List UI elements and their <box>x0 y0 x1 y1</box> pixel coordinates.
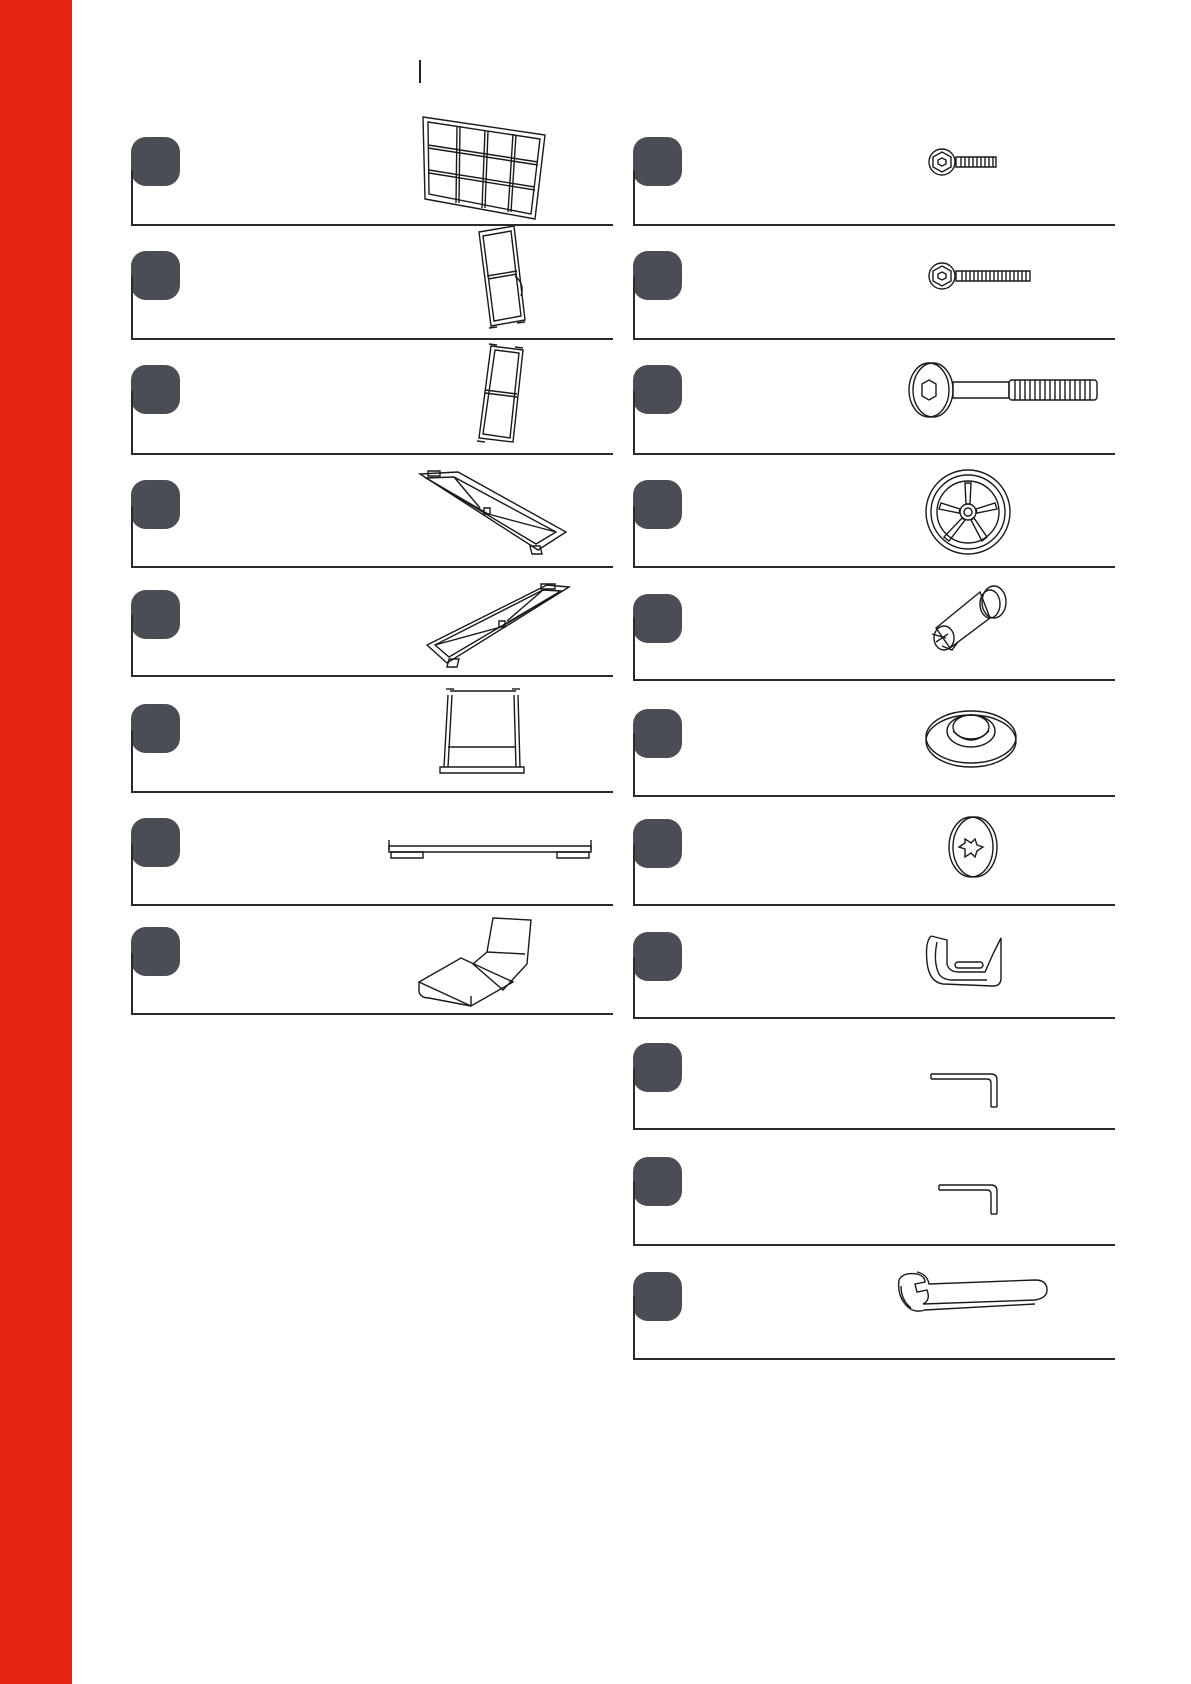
cam-disc-icon <box>945 813 1001 881</box>
part-row <box>131 455 613 568</box>
tall-frame-panel-icon <box>469 224 529 330</box>
part-row <box>633 1246 1115 1360</box>
part-number-badge <box>633 594 682 643</box>
wheel-icon <box>923 467 1013 557</box>
part-row <box>131 226 613 340</box>
row-bracket-line <box>131 391 133 455</box>
row-bracket-line <box>633 276 635 340</box>
row-bracket-line <box>633 617 635 681</box>
row-bracket-line <box>633 1068 635 1130</box>
row-bracket-line <box>131 276 133 340</box>
row-bracket-line <box>633 957 635 1019</box>
long-tray-icon <box>418 470 568 556</box>
wrench-icon <box>895 1270 1051 1324</box>
row-bracket-line <box>633 1296 635 1360</box>
part-row <box>131 677 613 793</box>
part-row <box>633 455 1115 568</box>
part-number-badge <box>633 1272 682 1321</box>
part-row <box>633 120 1115 226</box>
long-tray-mirrored-icon <box>421 583 571 669</box>
part-number-badge <box>131 927 180 976</box>
row-bracket-line <box>131 953 133 1015</box>
part-number-badge <box>131 590 180 639</box>
part-number-badge <box>131 365 180 414</box>
long-rail-icon <box>385 838 595 866</box>
header-divider-mark <box>419 60 421 83</box>
row-bracket-line <box>633 733 635 797</box>
part-row <box>131 793 613 906</box>
drawer-frame-icon <box>436 687 526 779</box>
part-row <box>131 120 613 226</box>
row-bracket-line <box>633 391 635 455</box>
medium-hex-bolt-icon <box>928 256 1034 296</box>
row-bracket-line <box>633 844 635 906</box>
row-bracket-line <box>131 170 133 226</box>
part-row <box>633 797 1115 906</box>
part-number-badge <box>633 709 682 758</box>
row-bracket-line <box>633 1182 635 1246</box>
row-divider <box>131 1013 613 1015</box>
part-row <box>131 340 613 455</box>
tall-frame-panel-alt-icon <box>473 342 529 446</box>
short-hex-bolt-icon <box>928 142 1000 182</box>
cushion-icon <box>417 914 541 1006</box>
part-number-badge <box>131 704 180 753</box>
part-row <box>633 681 1115 797</box>
part-number-badge <box>131 137 180 186</box>
clip-bracket-icon <box>923 932 1005 990</box>
row-bracket-line <box>131 615 133 677</box>
side-accent-band <box>0 0 72 1684</box>
part-number-badge <box>131 251 180 300</box>
part-number-badge <box>131 480 180 529</box>
row-bracket-line <box>131 844 133 906</box>
part-row <box>131 906 613 1015</box>
part-number-badge <box>633 1043 682 1092</box>
row-bracket-line <box>633 170 635 226</box>
part-row <box>633 340 1115 455</box>
part-number-badge <box>633 251 682 300</box>
row-bracket-line <box>131 506 133 568</box>
large-allen-key-icon <box>927 1069 1003 1111</box>
small-allen-key-icon <box>935 1180 1003 1218</box>
part-row <box>633 568 1115 681</box>
row-divider <box>633 1358 1115 1360</box>
part-row <box>633 1019 1115 1130</box>
part-row <box>131 568 613 677</box>
part-number-badge <box>633 137 682 186</box>
part-number-badge <box>633 1157 682 1206</box>
row-bracket-line <box>131 731 133 793</box>
part-number-badge <box>633 819 682 868</box>
part-row <box>633 906 1115 1019</box>
part-number-badge <box>633 365 682 414</box>
filter-grid-panel-icon <box>419 115 549 225</box>
cam-lock-icon <box>928 584 1014 656</box>
part-number-badge <box>131 818 180 867</box>
long-socket-bolt-icon <box>905 360 1101 420</box>
part-number-badge <box>633 932 682 981</box>
part-row <box>633 1130 1115 1246</box>
part-number-badge <box>633 480 682 529</box>
grommet-icon <box>923 705 1019 769</box>
row-bracket-line <box>633 506 635 568</box>
part-row <box>633 226 1115 340</box>
